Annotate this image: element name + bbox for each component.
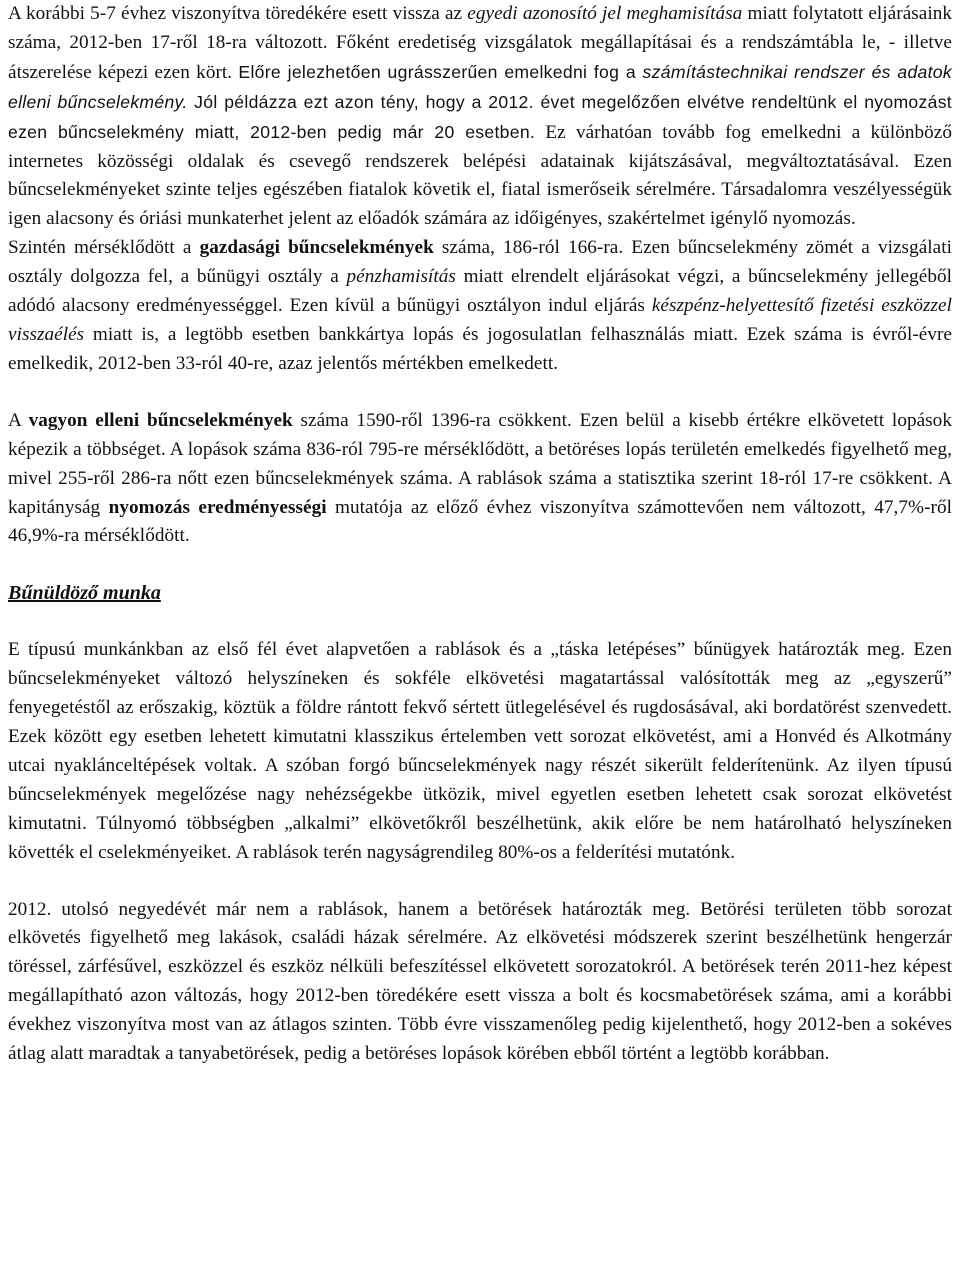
italic-term-payment-fraud: készpénz-helyettesítő fizetési eszközzel visszaélés — [8, 295, 952, 345]
text-run: mutatója az előző évhez viszonyítva számottevően nem változott, 47,7%-ről 46,9%-ra mérséklődött. — [8, 496, 952, 547]
text-run: miatt is, a legtöbb esetben bankkártya lopás és jogosulatlan felhasználás miatt. Ezek száma is évről-évre emelkedik, 2012-ben 33-ról 40-re, azaz jelentős mértékben emelkedett. — [8, 323, 952, 374]
text-run: A kapitányság — [8, 467, 952, 518]
paragraph-burglaries: 2012. utolsó negyedévét már nem a rablások, hanem a betörések határozták meg. Betörési területen több sorozat elkövetés figyelhető meg lakások, családi házak sérelmére. Az elkövetési módszerek szerint beszélhetünk hengerzár töréssel, zárfésűvel, eszközzel és eszköz nélküli befeszítéssel elkövetett sorozatokról. A betörések terén 2011-hez képest megállapítható azon változás, hogy 2012-ben töredékére esett vissza a bolt és kocsmabetörések száma, ami a korábbi évekhez viszonyítva most van az átlagos szinten. Több évre visszamenőleg pedig kijelenthető, hogy 2012-ben a sokéves átlag alatt maradtak a tanyabetörések, pedig a betöréses lopások körében ebből történt a legtöbb korábban. — [8, 898, 952, 1065]
paragraph-gap — [8, 868, 952, 896]
text-run: A — [8, 409, 29, 431]
text-run: Előre jelezhetően ugrásszerűen emelkedni fog a — [238, 61, 643, 82]
bold-term-property-crimes: vagyon elleni bűncselekmények — [28, 409, 293, 431]
italic-term-id-forgery: egyedi azonosító jel meghamisítása — [467, 3, 743, 24]
paragraph-property-crimes — [8, 407, 952, 552]
text-run: Ez várhatóan tovább fog emelkedni a különböző internetes közösségi oldalak és csevegő rendszerek belépési adatainak kijátszásával, megváltoztatásával. Ezen bűncselekményeket szinte teljes egészében fiatalok követik el, fiatal ismerőseik sérelmére. Társadalomra veszélyességük igen alacsony és óriási munkaterhet jelent az előadók számára az időigényes, szakértelmet igénylő nyomozás. — [8, 121, 952, 230]
bold-term-investigation-efficiency: nyomozás eredményességi — [108, 496, 327, 518]
document-page — [8, 0, 952, 1069]
text-run: A korábbi 5-7 évhez viszonyítva töredékére esett vissza az — [8, 3, 468, 24]
paragraph-gap — [8, 551, 952, 579]
text-run: Jól példázza ezt azon tény, hogy a 2012. évet megelőzően elvétve rendeltünk el nyomozást ezen bűncselekmény miatt, 2012-ben pedig már 20 esetben. — [8, 91, 952, 142]
text-run: Szintén mérséklődött a — [8, 237, 200, 259]
paragraph-crime-categories — [8, 0, 952, 234]
italic-term-computer-crime: számítástechnikai rendszer és adatok elleni bűncselekmény. — [8, 61, 952, 112]
paragraph-gap — [8, 379, 952, 407]
text-run: miatt elrendelt eljárásokat végzi, a bűncselekmény jellegéből adódó alacsony eredményességgel. Ezen kívül a bűnügyi osztályon indul eljárás — [8, 266, 952, 317]
text-run: miatt folytatott eljárásaink száma, 2012-ben 17-ről 18-ra változott. Főként eredetiség vizsgálatok megállapításai és a rendszámtábla le, - illetve átszerelése képezi ezen kört. — [8, 3, 953, 83]
text-run: száma 1590-ről 1396-ra csökkent. — [292, 409, 572, 431]
paragraph-economic-crimes — [8, 234, 952, 379]
text-run: Ezen belül a kisebb értékre elkövetett lopások képezik a többséget. A lopások száma 836-ról 795-re mérséklődött, a betöréses lopás területén emelkedés figyelhető meg, mivel 255-ről 286-ra nőtt ezen bűncselekmények száma. A rablások száma a statisztika szerint 18-ról 17-re csökkent. — [8, 409, 952, 489]
text-run: száma, 186-ról 166-ra. Ezen bűncselekmény zömét a vizsgálati osztály dolgozza fel, a bűnügyi osztály a — [8, 237, 952, 288]
italic-term-counterfeiting: pénzhamisítás — [346, 266, 456, 288]
bold-term-economic-crimes: gazdasági bűncselekmények — [199, 237, 434, 259]
section-heading: Bűnüldöző munka — [8, 582, 161, 605]
paragraph-robberies: E típusú munkánkban az első fél évet alapvetően a rablások és a „táska letépéses” bűnügyek határozták meg. Ezen bűncselekményeket változó helyszíneken és sokféle elkövetési magatartással valósították meg az „egyszerű” fenyegetéstől az erőszakig, köztük a földre rántott fekvő sértett ütlegelésével és rugdosásával, aki bordatörést szenvedett. Ezek között egy esetben lehetett kimutatni klasszikus értelemben vett sorozat elkövetést, ami a Honvéd és Alkotmány utcai nyaklánceltépések voltak. A szóban forgó bűncselekmények nagy részét sikerült felderítenünk. Az ilyen típusú bűncselekmények megelőzése nagy nehézségekbe ütközik, mivel egyetlen esetben lehetett csak sorozat elkövetést kimutatni. Túlnyomó többségben „alkalmi” elkövetőkről beszélhetünk, akik előre be nem határolható helyszíneken követték el cselekményeiket. A rablások terén nagyságrendileg 80%-os a felderítési mutatónk. — [8, 639, 952, 863]
paragraph-gap — [8, 608, 952, 636]
